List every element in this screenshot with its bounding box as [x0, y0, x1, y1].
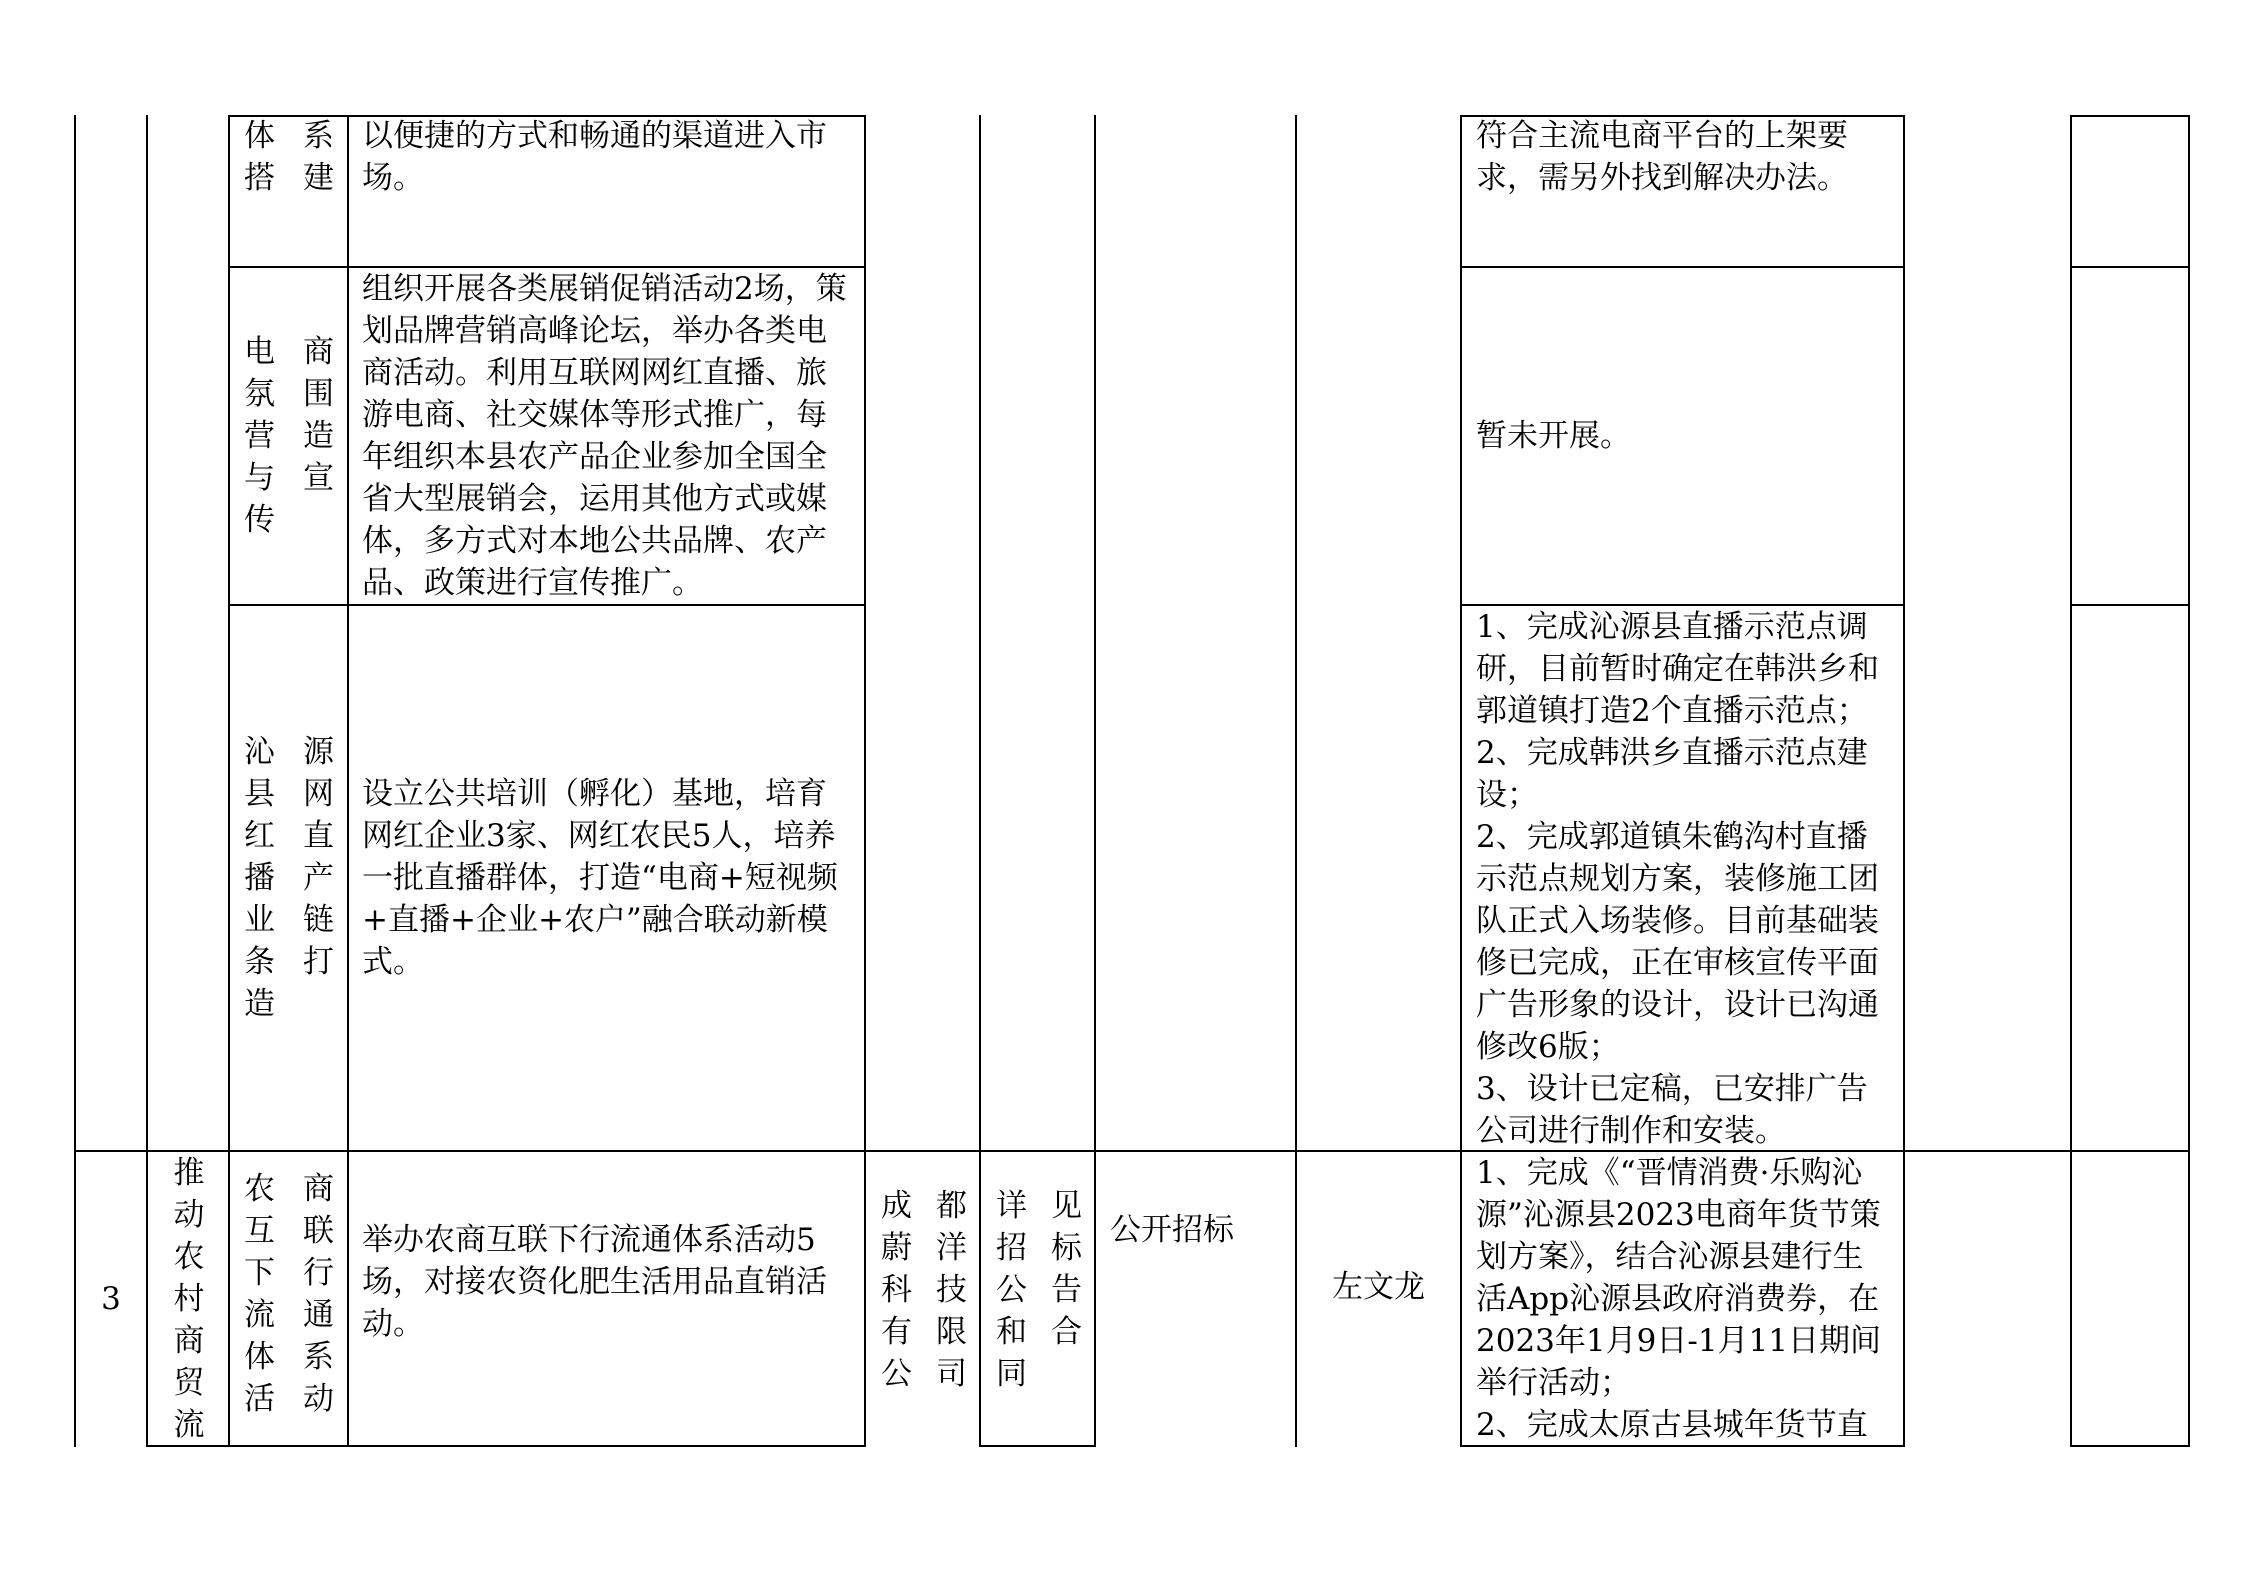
row-person: 左文龙	[1332, 1269, 1425, 1305]
row-progress	[1476, 1152, 1894, 1445]
progress-item: 1、完成沁源县直播示范点调研，目前暂时确定在韩洪乡和郭道镇打造2个直播示范点；	[1476, 609, 1879, 729]
row-company-cell	[881, 1152, 967, 1428]
row-progress	[1476, 606, 1894, 1152]
row-subproject-cell	[244, 268, 334, 604]
row-content: 组织开展各类展销促销活动2场，策划品牌营销高峰论坛，举办各类电商活动。利用互联网网红直播、旅游电商、社交媒体等形式推广，每年组织本县农产品企业参加全国全省大型展销会，运用其他方式或媒体，多方式对本地公共品牌、农产品、政策进行宣传推广。	[362, 271, 847, 601]
row-subproject: 电商氛围营造与宣传	[244, 334, 334, 538]
row-person-cell	[1297, 1152, 1460, 1422]
row-content-cell	[362, 606, 852, 1150]
progress-item: 2、完成韩洪乡直播示范点建设；	[1476, 735, 1868, 813]
row-company: 成都蔚洋科技有限公司	[881, 1188, 967, 1392]
grid-line	[2070, 115, 2190, 117]
row-method: 公开招标	[1110, 1212, 1234, 1248]
row-content: 举办农商互联下行流通体系活动5场，对接农资化肥生活用品直销活动。	[362, 1222, 827, 1342]
grid-line	[1903, 115, 1905, 1447]
row-subproject-cell	[244, 606, 334, 1150]
grid-line	[228, 115, 230, 1447]
row-number-text: 3	[101, 1280, 121, 1317]
row-content: 设立公共培训（孵化）基地，培育网红企业3家、网红农民5人，培养一批直播群体，打造“电商+短视频+直播+企业+农户”融合联动新模式。	[362, 776, 838, 980]
progress-item: 2、完成郭道镇朱鹤沟村直播示范点规划方案，装修施工团队正式入场装修。目前基础装修已完成，正在审核宣传平面广告形象的设计，设计已沟通修改6版；	[1476, 819, 1879, 1065]
progress-item: 3、设计已定稿，已安排广告公司进行制作和安装。	[1476, 1071, 1868, 1149]
row-subproject: 体系搭建	[244, 118, 334, 196]
row-contract: 详见招标公告和合同	[996, 1188, 1082, 1392]
row-progress: 暂未开展。	[1476, 418, 1631, 454]
row-content-cell	[362, 1152, 852, 1412]
row-content: 以便捷的方式和畅通的渠道进入市场。	[362, 118, 827, 196]
grid-line	[2070, 1445, 2190, 1447]
grid-line	[2070, 266, 2190, 268]
row-project: 推动农村商贸流	[173, 1155, 205, 1443]
grid-line	[979, 1445, 1096, 1447]
grid-line	[1460, 115, 1462, 1447]
row-progress: 符合主流电商平台的上架要求，需另外找到解决办法。	[1476, 118, 1848, 196]
grid-line	[347, 115, 349, 1447]
row-progress-cell	[1476, 268, 1894, 604]
grid-line	[2070, 604, 2190, 606]
grid-line	[864, 115, 866, 1447]
row-subproject: 农商互联下行流通体系活动	[244, 1171, 334, 1417]
row-contract-cell	[996, 1152, 1082, 1428]
grid-line	[1460, 1445, 1905, 1447]
row-number	[76, 1152, 146, 1445]
row-subproject: 沁源县网红直播产业链条打造	[244, 734, 334, 1022]
grid-line	[2188, 115, 2190, 1447]
grid-line	[979, 115, 981, 1447]
progress-item: 2、完成太原古县城年货节直	[1476, 1407, 1868, 1443]
progress-item: 1、完成《“晋情消费·乐购沁源”沁源县2023电商年货节策划方案》，结合沁源县建行生活App沁源县政府消费券，在2023年1月9日-1月11日期间举行活动；	[1476, 1155, 1881, 1401]
grid-line	[146, 115, 148, 1447]
grid-line	[1094, 115, 1096, 1447]
grid-line	[2070, 115, 2072, 1447]
grid-line	[146, 1445, 866, 1447]
